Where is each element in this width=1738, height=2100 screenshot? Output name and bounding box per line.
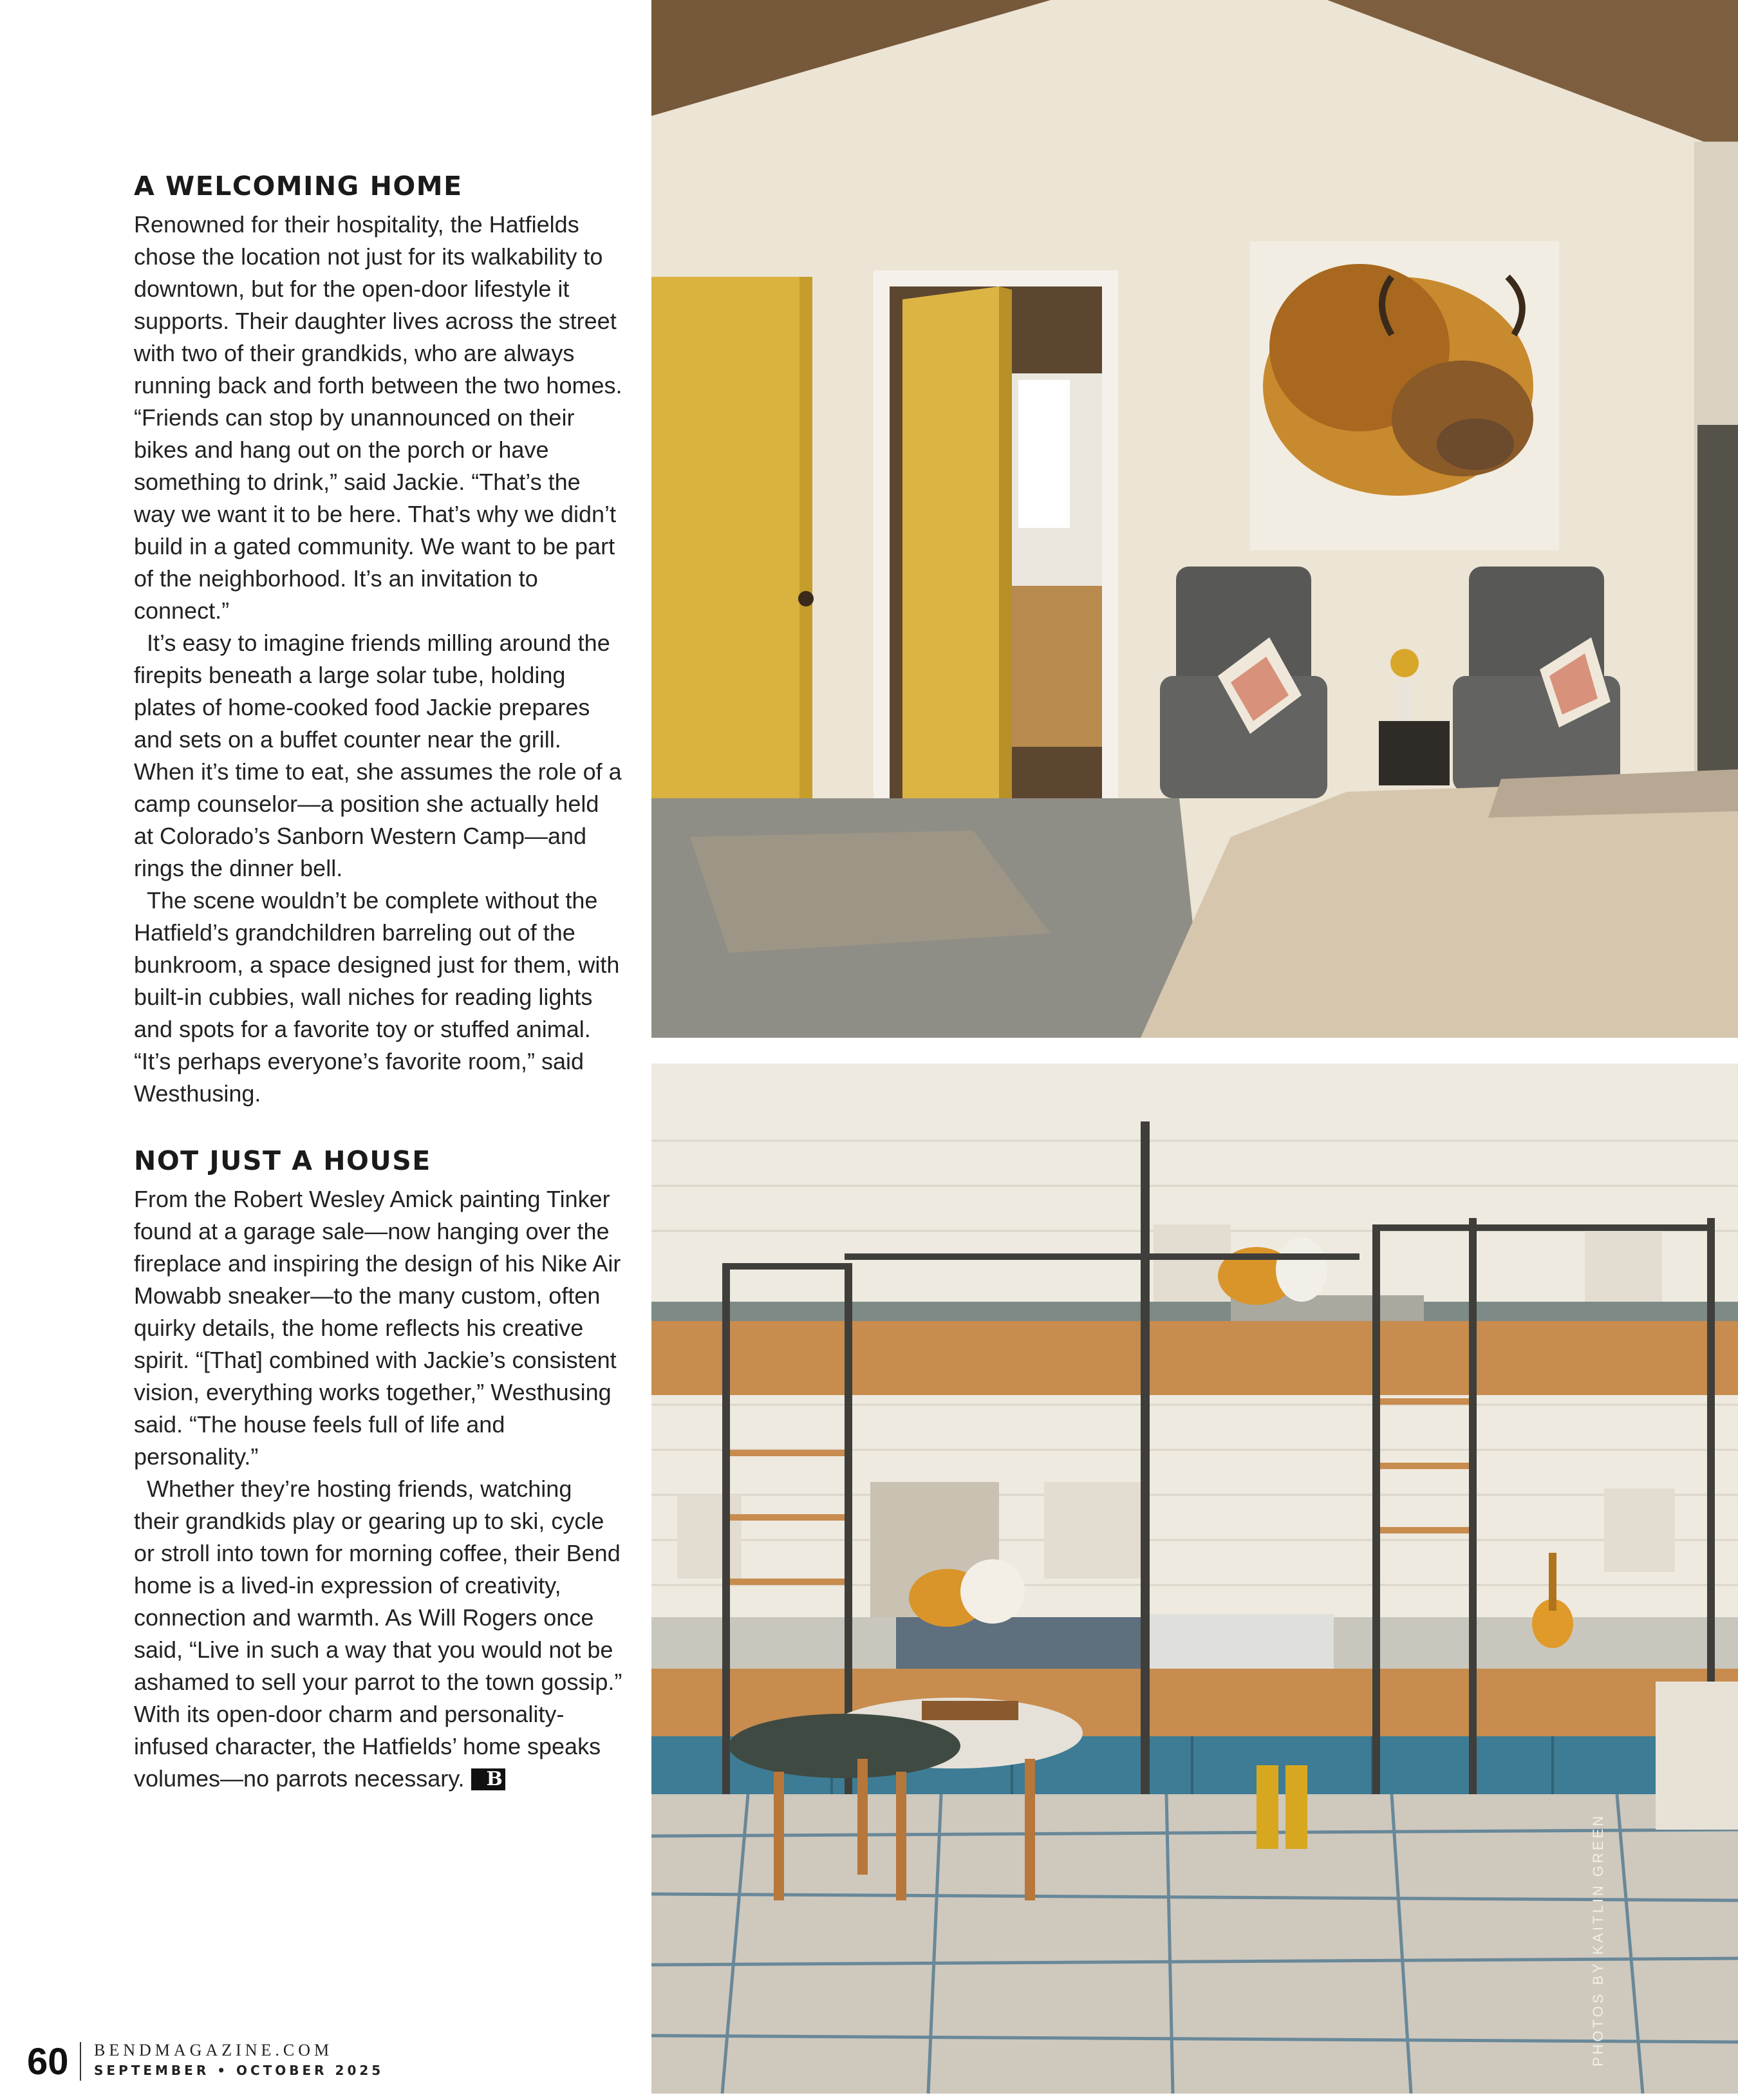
photo-credit: PHOTOS BY KAITLIN GREEN <box>1590 1813 1606 2067</box>
article-paragraph-final <box>134 1473 623 1795</box>
section-spacer <box>134 1110 623 1142</box>
article-paragraph: Renowned for their hospitality, the Hatfields chose the location not just for its walkability to downtown, but for the open-door lifestyle it supports. Their daughter lives across the street with two of their grandkids, who are always running back and forth between the two homes. “Friends can stop by unannounced on their bikes and hang out on the porch or have something to drink,” said Jackie. “That’s the way we want it to be here. That’s why we didn’t build in a gated community. We want to be part of the neighborhood. It’s an invitation to connect.” <box>134 211 622 624</box>
article-paragraph: It’s easy to imagine friends milling around the firepits beneath a large solar tube, holding plates of home-cooked food Jackie prepares and sets on a buffet counter near the grill. When it’s time to eat, she assumes the role of a camp counselor—a position she actually held at Colorado’s Sanborn Western Camp—and rings the dinner bell. <box>134 630 622 881</box>
page-number: 60 <box>27 2041 69 2083</box>
photo-guest-bedroom <box>651 0 1738 1038</box>
section-heading-not-just-a-house: NOT JUST A HOUSE <box>134 1145 431 1176</box>
end-mark-logo: B <box>471 1768 505 1790</box>
footer-site: BENDMAGAZINE.COM <box>94 2041 333 2059</box>
coffee-table-small <box>729 1714 960 1778</box>
plaid-rug <box>651 1794 1738 2094</box>
article-paragraph: From the Robert Wesley Amick painting Tinker found at a garage sale—now hanging over the fireplace and inspiring the design of his Nike Air Mowabb sneaker—to the many custom, often quirky details, the home reflects his creative spirit. “[That] combined with Jackie’s consistent vision, everything works together,” Westhusing said. “The house feels full of life and personality.” <box>134 1186 621 1470</box>
photo-bunkroom <box>651 1064 1738 2094</box>
article-text-column <box>134 167 623 1795</box>
article-paragraph: The scene wouldn’t be complete without the Hatfield’s grandchildren barreling out of the bunkroom, a space designed just for them, with built-in cubbies, wall niches for reading lights and spots for a favorite toy or stuffed animal. “It’s perhaps everyone’s favorite room,” said Westhusing. <box>134 887 620 1107</box>
upper-bunk-rail <box>651 1321 1738 1395</box>
article-paragraph-final-text: Whether they’re hosting friends, watching their grandkids play or gearing up to ski, cycle or stroll into town for morning coffee, their Bend home is a lived-in expression of creativity, connection and warmth. As Will Rogers once said, “Live in such a way that you would not be ashamed to sell your parrot to the town gossip.” With its open-door charm and personality-infused character, the Hatfields’ home speaks volumes—no parrots necessary. <box>134 1476 622 1792</box>
section-heading-welcoming-home: A WELCOMING HOME <box>134 171 463 202</box>
yellow-door-left <box>651 277 812 843</box>
yellow-door-open <box>902 286 999 834</box>
footer-issue-date: SEPTEMBER • OCTOBER 2025 <box>94 2063 384 2078</box>
footer-divider <box>80 2042 81 2081</box>
